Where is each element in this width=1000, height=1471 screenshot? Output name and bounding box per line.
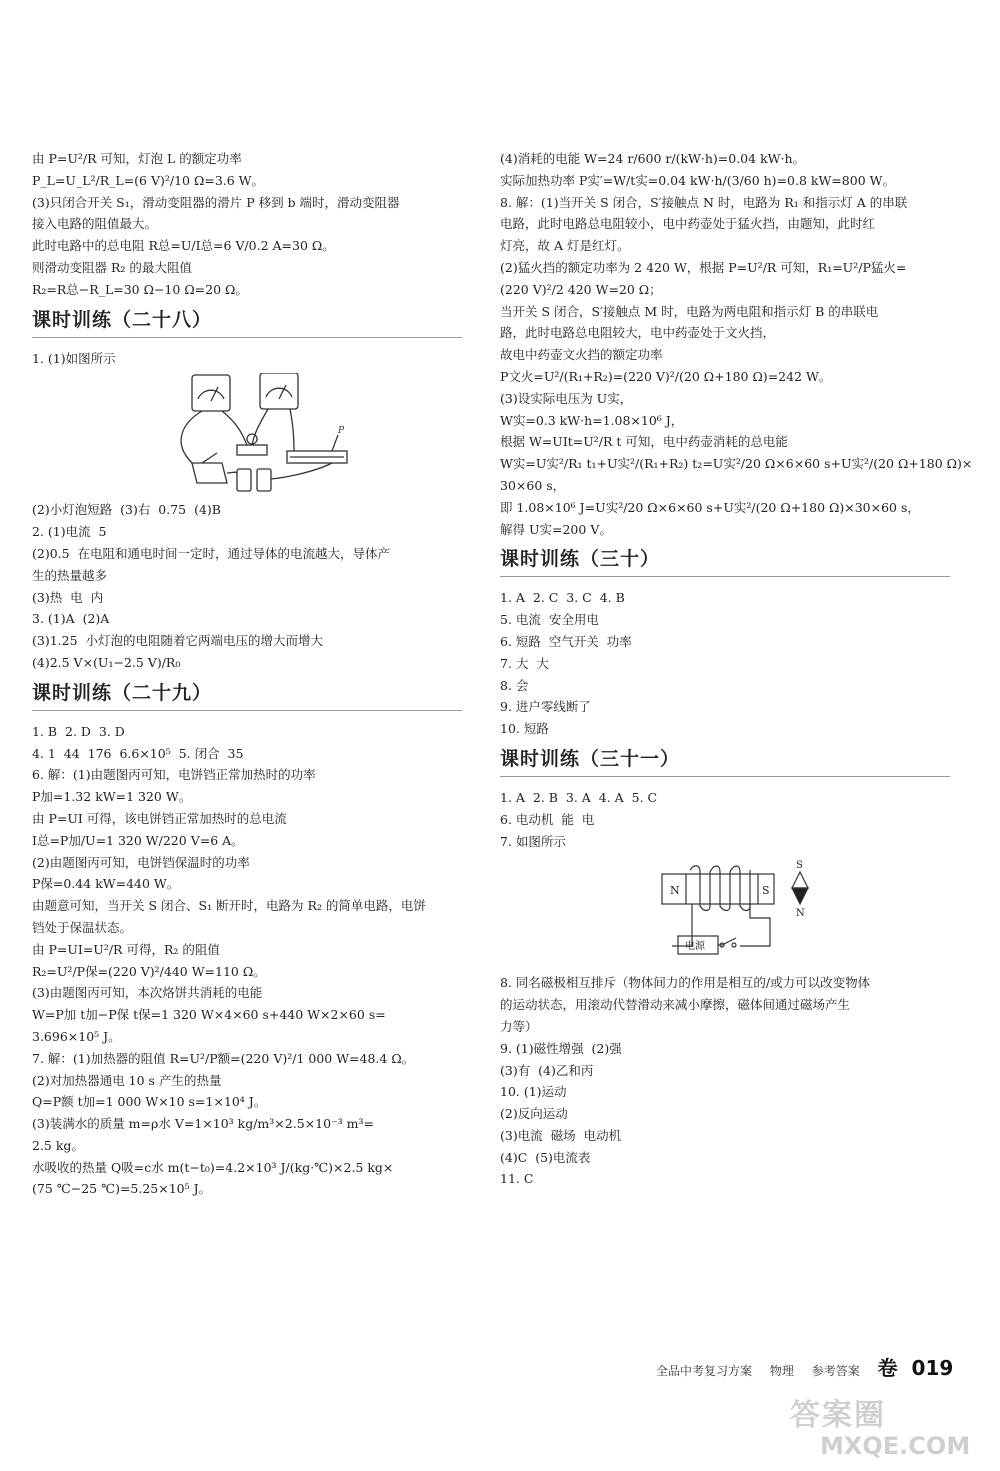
text-line: 1. B 2. D 3. D [32,723,125,739]
text-line: 4. 1 44 176 6.6×10⁵ 5. 闭合 35 [32,745,244,761]
text-line: 5. 电流 安全用电 [500,612,599,628]
text-line: 当开关 S 闭合，S′接触点 M 时，电路为两电阻和指示灯 B 的串联电 [500,303,879,319]
footer-section: 参考答案 [811,1364,860,1378]
text-line: (2)由题图丙可知，电饼铛保温时的功率 [32,854,250,870]
footer-subject: 物理 [769,1364,794,1378]
section-title-31: 课时训练（三十一） [500,746,950,777]
text-line: 灯亮，故 A 灯是红灯。 [500,238,630,254]
text-line: W=P加 t加−P保 t保=1 320 W×4×60 s+440 W×2×60 s= [32,1007,386,1023]
text-line: 8. 解：(1)当开关 S 闭合，S′接触点 N 时，电路为 R₁ 和指示灯 A 的串联 [500,194,908,210]
text-line: (3)1.25 小灯泡的电阻随着它两端电压的增大而增大 [32,633,323,649]
bulb-holder [237,445,267,455]
text-line: 7. 解：(1)加热器的阻值 R=U²/P额=(220 V)²/1 000 W=48.4 Ω。 [32,1050,415,1066]
battery-2 [257,469,271,491]
text-line: (3)热 电 内 [32,589,104,605]
text-line: 由 P=UI=U²/R 可得，R₂ 的阻值 [32,941,220,957]
sec29-answers [32,721,462,1201]
text-line: I总=P加/U=1 320 W/220 V=6 A。 [32,832,244,848]
text-line: (2)反向运动 [500,1106,568,1122]
text-line: 6. 电动机 能 电 [500,811,595,827]
text-line: 铛处于保温状态。 [32,919,133,935]
text-line: (4)C (5)电流表 [500,1149,591,1165]
text-line: 路，此时电路总电阻较大，电中药壶处于文火挡， [500,325,776,341]
text-line: 则滑动变阻器 R₂ 的最大阻值 [32,259,192,275]
switch-lever [722,938,736,945]
ammeter-shape [192,375,230,411]
text-line: 1. A 2. C 3. C 4. B [500,590,625,606]
text-line: 实际加热功率 P实′=W/t实=0.04 kW·h/(3/60 h)=0.8 kW=800 W。 [500,172,895,188]
section-title-28: 课时训练（二十八） [32,307,462,338]
text-line: 1. A 2. B 3. A 4. A 5. C [500,789,658,805]
compass-n-label: N [796,908,805,920]
page-footer [656,1352,967,1381]
electromagnet-diagram [500,856,950,966]
text-line: R₂=R总−R_L=30 Ω−10 Ω=20 Ω。 [32,281,248,297]
text-line: 电路，此时电路总电阻较小，电中药壶处于猛火挡，由题知，此时红 [500,216,876,232]
text-line: 由题意可知，当开关 S 闭合、S₁ 断开时，电路为 R₂ 的简单电路，电饼 [32,898,426,914]
footer-volume: 卷 [877,1356,898,1380]
footer-book-title: 全品中考复习方案 [656,1364,753,1378]
text-line: P加=1.32 kW=1 320 W。 [32,789,192,805]
text-line: 此时电路中的总电阻 R总=U/I总=6 V/0.2 A=30 Ω。 [32,238,335,254]
sec30-answers [500,587,950,740]
text-line: 由 P=UI 可得，该电饼铛正常加热时的总电流 [32,810,287,826]
right-intro [500,148,973,540]
text-line: (3)装满水的质量 m=ρ水 V=1×10³ kg/m³×2.5×10⁻³ m³= [32,1116,374,1132]
section-title-30: 课时训练（三十） [500,546,950,577]
text-line: (4)消耗的电能 W=24 r/600 r/(kW·h)=0.04 kW·h。 [500,151,806,166]
section-title-29: 课时训练（二十九） [32,680,462,711]
text-line: 10. 短路 [500,721,549,737]
page-number: 019 [911,1356,954,1380]
text-line: P文火=U²/(R₁+R₂)=(220 V)²/(20 Ω+180 Ω)=242 W。 [500,368,832,384]
text-line: 根据 W=UIt=U²/R t 可知，电中药壶消耗的总电能 [500,434,788,450]
magnet-s-label: S [762,884,770,898]
switch-shape [192,463,227,483]
text-line: P保=0.44 kW=440 W。 [32,876,180,892]
text-line: (3)设实际电压为 U实， [500,390,633,406]
electromagnet-figure [500,856,950,966]
text-line: 由 P=U²/R 可知，灯泡 L 的额定功率 [32,151,242,166]
text-line: 30×60 s， [500,477,566,493]
text-line: (2)0.5 在电阻和通电时间一定时，通过导体的电流越大，导体产 [32,545,391,561]
text-line: 7. 如图所示 [500,833,566,849]
text-line: P_L=U_L²/R_L=(6 V)²/10 Ω=3.6 W。 [32,172,265,188]
text-line: R₂=U²/P保=(220 V)²/440 W=110 Ω。 [32,963,266,979]
text-line: (3)只闭合开关 S₁，滑动变阻器的滑片 P 移到 b 端时，滑动变阻器 [32,194,400,210]
text-line: 7. 大 大 [500,655,549,671]
battery-1 [237,469,251,491]
text-line: 3. (1)A (2)A [32,611,110,627]
text-line: (3)有 (4)乙和丙 [500,1062,594,1078]
text-line: 2. (1)电流 5 [32,524,107,540]
text-line: 11. C [500,1171,534,1187]
voltmeter-shape [260,373,298,409]
circuit-figure [32,373,462,493]
text-line: 接入电路的阻值最大。 [32,216,158,232]
text-line: (2)猛火挡的额定功率为 2 420 W，根据 P=U²/R 可知，R₁=U²/P猛火= [500,259,907,275]
text-line: 10. (1)运动 [500,1084,567,1100]
text-line: 9. 进户零线断了 [500,699,591,715]
text-line: 水吸收的热量 Q吸=c水 m(t−t₀)=4.2×10³ J/(kg·℃)×2.5 kg× [32,1159,394,1175]
text-line: W实=U实²/R₁ t₁+U实²/(R₁+R₂) t₂=U实²/20 Ω×6×60 s+U实²/(20 Ω+180 Ω)× [500,456,973,472]
svg-text:P: P [338,426,345,437]
text-line: (2)对加热器通电 10 s 产生的热量 [32,1072,222,1088]
text-line: 6. 短路 空气开关 功率 [500,633,632,649]
text-line: (220 V)²/2 420 W=20 Ω； [500,281,662,297]
right-column [500,148,973,1190]
text-line: (3)由题图丙可知，本次烙饼共消耗的电能 [32,985,263,1001]
text-line: W实=0.3 kW·h=1.08×10⁶ J， [500,412,684,428]
watermark-logo: 答案圈 [790,1398,886,1433]
sec31-answers-bottom [500,972,950,1190]
text-line: 8. 同名磁极相互排斥（物体间力的作用是相互的/或力可以改变物体 [500,975,871,991]
compass-n-half [792,888,808,904]
power-supply-label: 电源 [685,941,705,953]
text-line: 3.696×10⁵ J。 [32,1028,121,1044]
text-line: 生的热量越多 [32,567,108,583]
sec31-answers-top [500,787,950,852]
text-line: 8. 会 [500,677,529,693]
watermark-url: MXQE.COM [820,1432,971,1460]
circuit-diagram [32,373,462,493]
text-line: 故电中药壶文火挡的额定功率 [500,347,663,363]
text-line: (2)小灯泡短路 (3)右 0.75 (4)B [32,502,221,518]
sec28-answers [32,499,462,673]
text-line: (3)电流 磁场 电动机 [500,1127,622,1143]
text-line: (75 ℃−25 ℃)=5.25×10⁵ J。 [32,1181,212,1197]
left-intro [32,148,462,301]
compass-s-half [792,872,808,888]
text-line: 9. (1)磁性增强 (2)强 [500,1040,622,1056]
left-column [32,148,462,1200]
compass-s-label: S [796,860,803,872]
text-line: 1. (1)如图所示 [32,350,116,366]
text-line: 解得 U实=200 V。 [500,521,612,537]
text-line: 力等） [500,1018,538,1034]
text-line: 的运动状态，用滚动代替滑动来减小摩擦，磁体间通过磁场产生 [500,997,851,1013]
magnet-n-label: N [670,884,680,898]
text-line: Q=P额 t加=1 000 W×10 s=1×10⁴ J。 [32,1094,267,1110]
text-line: 2.5 kg。 [32,1137,84,1153]
text-line: 6. 解：(1)由题图丙可知，电饼铛正常加热时的功率 [32,767,316,783]
text-line: (4)2.5 V×(U₁−2.5 V)/R₀ [32,654,181,670]
text-line: 即 1.08×10⁶ J=U实²/20 Ω×6×60 s+U实²/(20 Ω+180 Ω)×30×60 s， [500,499,920,515]
